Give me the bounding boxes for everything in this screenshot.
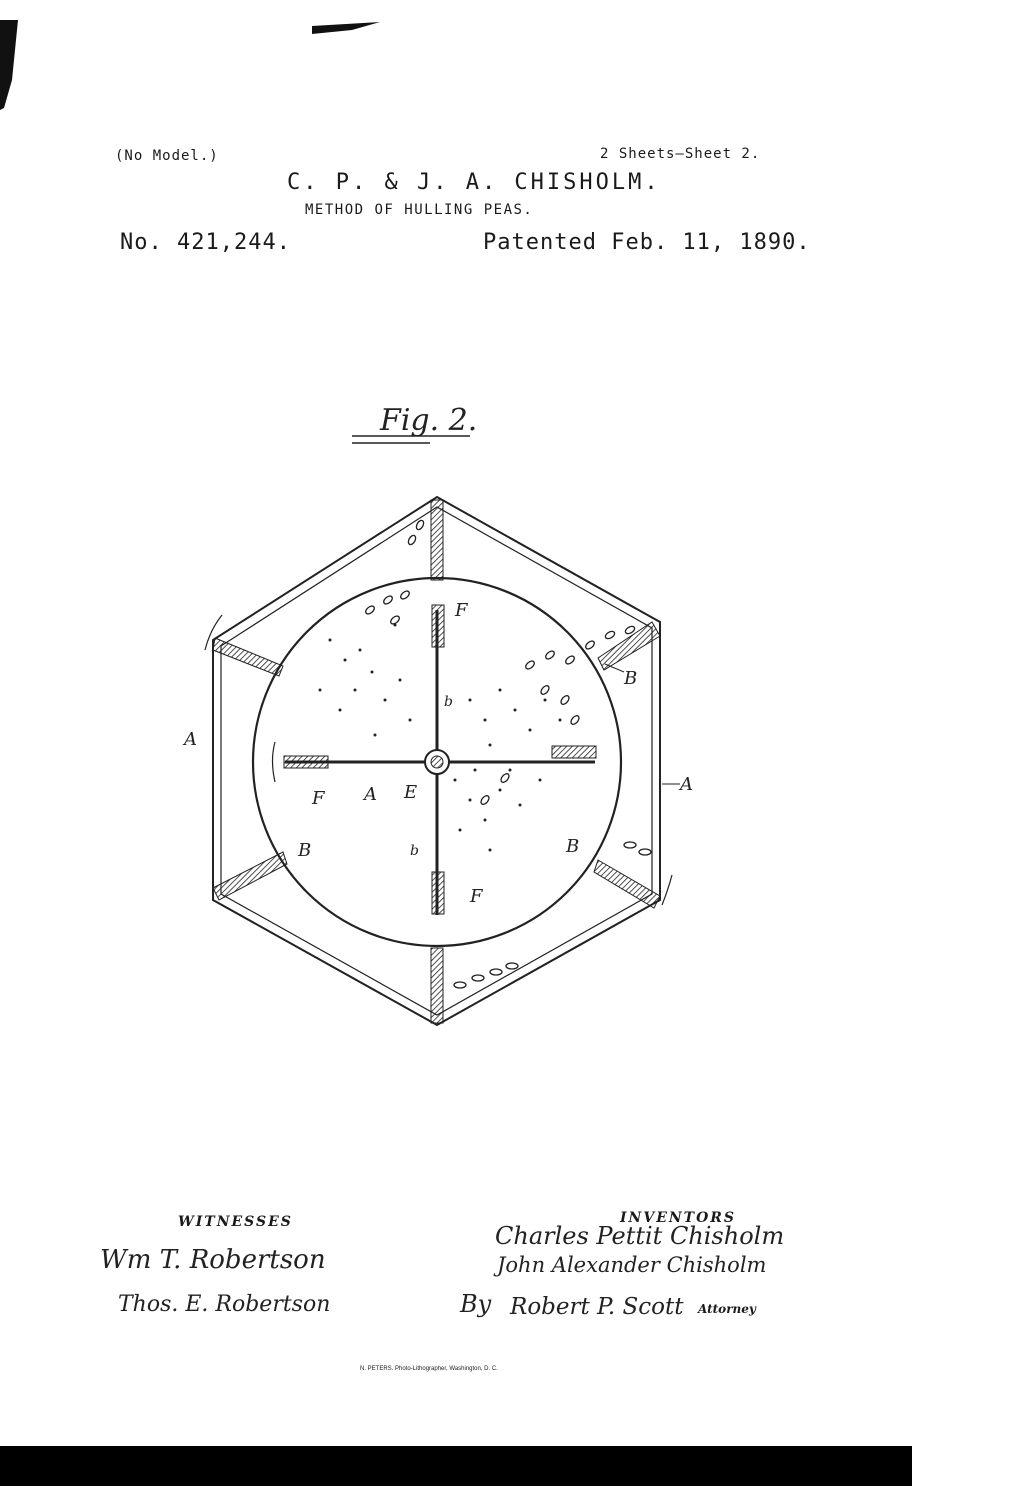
paddle-left bbox=[284, 756, 328, 768]
ref-letter-f-bottom: F bbox=[470, 886, 483, 907]
witnesses-label: WITNESSES bbox=[178, 1214, 293, 1230]
ref-letter-b-lower-right: B bbox=[566, 836, 580, 857]
by-label: By bbox=[460, 1290, 492, 1318]
patent-number: No. 421,244. bbox=[120, 230, 291, 255]
ref-letter-b-lower-left: B bbox=[298, 840, 312, 861]
inventors-heading: C. P. & J. A. CHISHOLM. bbox=[287, 170, 661, 195]
pea-hull-clusters bbox=[364, 519, 651, 988]
center-hub-inner bbox=[431, 756, 443, 768]
hatched-bar-upper-left bbox=[213, 638, 283, 676]
hatched-bar-bottom bbox=[431, 948, 443, 1023]
no-model-note: (No Model.) bbox=[115, 148, 219, 164]
witness-signature-1: Wm T. Robertson bbox=[100, 1245, 326, 1275]
pea-particles bbox=[319, 624, 562, 852]
inventor-signature-1: Charles Pettit Chisholm bbox=[495, 1222, 785, 1250]
inventors-label: INVENTORS bbox=[620, 1210, 737, 1226]
ref-letter-e-center: E bbox=[404, 782, 418, 803]
ref-letter-a-center: A bbox=[364, 784, 377, 805]
ref-letter-a-right: A bbox=[680, 774, 693, 795]
paddle-bottom bbox=[432, 872, 444, 914]
ref-letter-a-left: A bbox=[184, 729, 197, 750]
hatched-bar-lower-right bbox=[594, 860, 660, 908]
rotation-arrow-drum bbox=[273, 742, 276, 782]
hatched-bar-top bbox=[431, 500, 443, 580]
attorney-signature: Robert P. Scott bbox=[510, 1294, 684, 1320]
ref-letter-f-left: F bbox=[312, 788, 325, 809]
paddle-top bbox=[432, 605, 444, 647]
scan-bottom-bar bbox=[0, 1446, 912, 1486]
ref-letter-b-upper-right: B bbox=[624, 668, 638, 689]
witness-signature-2: Thos. E. Robertson bbox=[118, 1292, 331, 1317]
paddle-right bbox=[552, 746, 596, 758]
attorney-label: Attorney bbox=[698, 1302, 756, 1316]
ref-letter-b-small-lower: b bbox=[410, 843, 419, 859]
patent-title: METHOD OF HULLING PEAS. bbox=[305, 202, 534, 218]
hatched-bar-lower-left bbox=[213, 852, 287, 900]
lithographer-credit: N. PETERS. Photo-Lithographer, Washington, D. C. bbox=[360, 1366, 498, 1372]
hatched-bar-upper-right bbox=[598, 622, 660, 670]
rotation-arrow-lower-right bbox=[662, 875, 672, 905]
figure-label: Fig. 2. bbox=[380, 403, 478, 438]
ref-letter-b-small-upper: b bbox=[444, 694, 453, 710]
sheet-count: 2 Sheets—Sheet 2. bbox=[600, 146, 761, 162]
patented-date: Patented Feb. 11, 1890. bbox=[483, 230, 811, 255]
ref-letter-f-top: F bbox=[455, 600, 468, 621]
inventor-signature-2: John Alexander Chisholm bbox=[497, 1253, 767, 1277]
